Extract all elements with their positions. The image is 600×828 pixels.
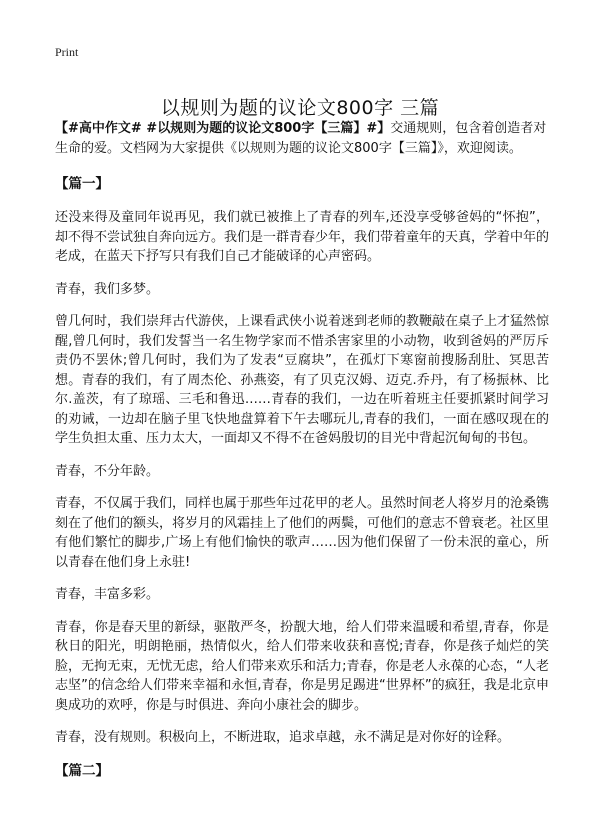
paragraph: 青春，你是春天里的新绿，驱散严冬，扮靓大地，给人们带来温暖和希望,青春，你是秋日的阳光，明朗艳丽，热情似火，给人们带来收获和喜悦;青春，你是孩子灿烂的笑脸，无拘无束，无忧无虑，给人们带来欢乐和活力;青春，你是老人永葆的心态，“人老志坚”的信念给人们带来幸福和永恒,青春，你是男足踢进“世界杯”的疯狂，我是北京申奥成功的欢呼，你是与时俱进、奔向小康社会的脚步。 (55, 619, 549, 713)
intro-tag: 【#高中作文# #以规则为题的议论文800字【三篇】#】 (55, 121, 391, 136)
intro-paragraph (55, 119, 549, 158)
paragraph: 青春，丰富多彩。 (55, 587, 160, 602)
section-heading-1: 【篇一】 (55, 176, 109, 192)
paragraph: 还没来得及童同年说再见，我们就已被推上了青春的列车,还没享受够爸妈的“怀抱”，却不得不尝试独自奔向远方。我们是一群青春少年，我们带着童年的天真，学着中年的老成，在蓝天下抒写只有我们自己才能破译的心声密码。 (55, 210, 550, 264)
paragraph: 青春，没有规则。积极向上，不断进取，追求卓越，永不满足是对你好的诠释。 (55, 730, 511, 745)
print-label: Print (55, 45, 79, 59)
paragraph: 青春，我们多梦。 (55, 281, 160, 297)
intro-text: 交通规则，包含着创造者对生命的爱。文档网为大家提供《以规则为题的议论文800字【三篇】》，欢迎阅读。 (55, 121, 547, 156)
paragraph: 青春，不仅属于我们，同样也属于那些年过花甲的老人。虽然时间老人将岁月的沧桑镌刻在了他们的额头，将岁月的风霜挂上了他们的两鬓，可他们的意志不曾衰老。社区里有他们繁忙的脚步,广场上有他们愉快的歌声……因为他们保留了一份未泯的童心，所以青春在他们身上永驻! (55, 496, 550, 570)
paragraph: 曾几何时，我们崇拜古代游侠，上课看武侠小说着迷到老师的教鞭敲在桌子上才猛然惊醒,曾几何时，我们发誓当一名生物学家而不惜杀害家里的小动物，收到爸妈的严厉斥责仍不罢休;曾几何时，我们为了发表“豆腐块”，在孤灯下寒窗前搜肠刮肚、冥思苦想。青春的我们，有了周杰伦、孙燕姿，有了贝克汉姆、迈克.乔丹，有了杨振林、比尔.盖茨，有了琼瑶、三毛和鲁迅……青春的我们，一边在听着班主任要抓紧时间学习的劝诫，一边却在脑子里飞快地盘算着下午去哪玩儿,青春的我们，一面在感叹现在的学生负担太重、压力太大，一面却又不得不在爸妈殷切的目光中背起沉甸甸的书包。 (55, 314, 550, 446)
paragraph: 青春，不分年龄。 (55, 463, 160, 479)
page-title: 以规则为题的议论文800字 三篇 (160, 96, 440, 119)
section-heading-2: 【篇二】 (55, 762, 109, 779)
article-body (55, 119, 549, 795)
